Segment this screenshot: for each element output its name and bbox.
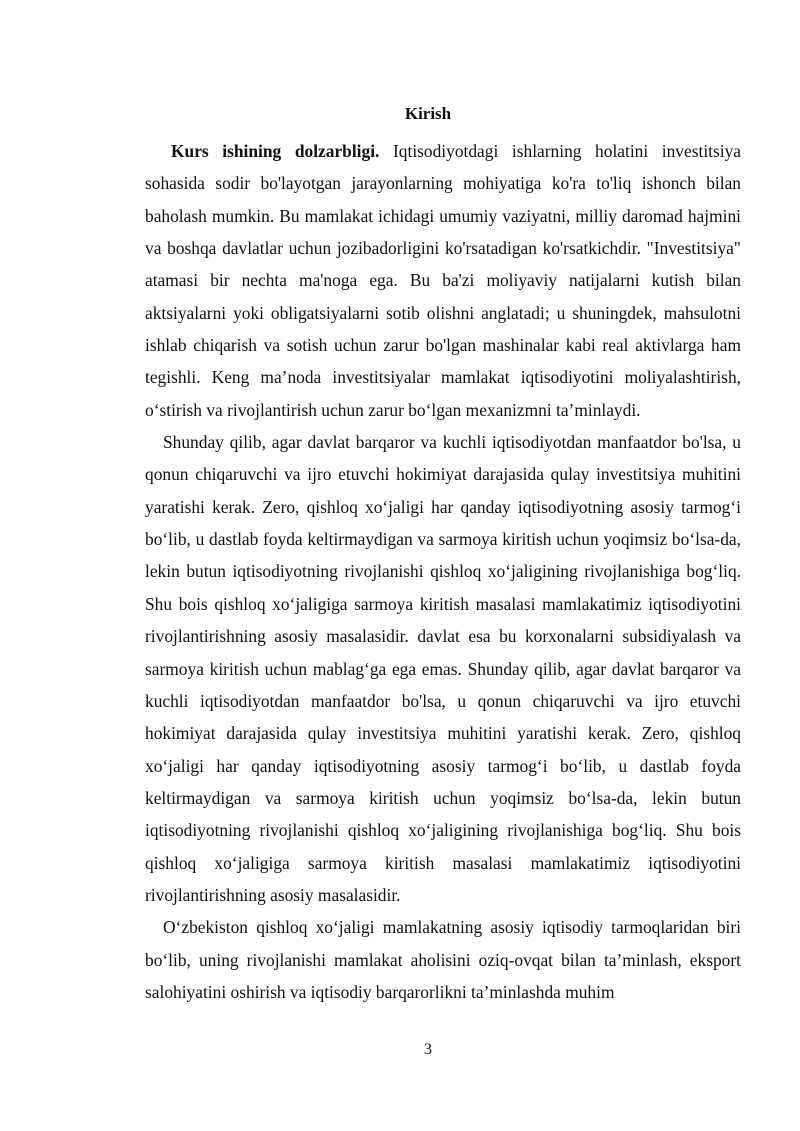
page-number: 3 [424,1041,432,1058]
paragraph-lead: Kurs ishining dolzarbligi. [171,141,380,161]
paragraph-text: Iqtisodiyotdagi ishlarning holatini investitsiya sohasida sodir bo'layotgan jarayonlarning mohiyatiga ko'ra to'liq ishonch bilan baholash mumkin. Bu mamlakat ichidagi umumiy vaziyatni, milliy daromad hajmini va boshqa davlatlar uchun jozibadorligini ko'rsatadigan ko'rsatkichdir. "Investitsiya" atamasi bir nechta ma'noga ega. Bu ba'zi moliyaviy natijalarni kutish bilan aktsiyalarni yoki obligatsiyalarni sotib olishni anglatadi; u shuningdek, mahsulotni ishlab chiqarish va sotish uchun zarur bo'lgan mashinalar kabi real aktivlarga ham tegishli. Keng ma’noda investitsiyalar mamlakat iqtisodiyotini moliyalashtirish, o‘stirish va rivojlantirish uchun zarur bo‘lgan mexanizmni ta’minlaydi. [145,141,741,420]
page-title: Kirish [404,104,452,123]
paragraph-uzbekistan-agriculture: O‘zbekiston qishloq xo‘jaligi mamlakatning asosiy iqtisodiy tarmoqlaridan biri bo‘lib, uning rivojlanishi mamlakat aholisini oziq-ovqat bilan ta’minlash, eksport salohiyatini oshirish va iqtisodiy barqarorlikni ta’minlashda muhim [145,917,741,1002]
paragraph-investment-climate: Shunday qilib, agar davlat barqaror va kuchli iqtisodiyotdan manfaatdor bo'lsa, u qonun chiqaruvchi va ijro etuvchi hokimiyat darajasida qulay investitsiya muhitini yaratishi kerak. Zero, qishloq xo‘jaligi har qanday iqtisodiyotning asosiy tarmog‘i bo‘lib, u dastlab foyda keltirmaydigan va sarmoya kiritish uchun yoqimsiz bo‘lsa-da, lekin butun iqtisodiyotning rivojlanishi qishloq xo‘jaligining rivojlanishiga bog‘liq. Shu bois qishloq xo‘jaligiga sarmoya kiritish masalasi mamlakatimiz iqtisodiyotini rivojlantirishning asosiy masalasidir. davlat esa bu korxonalarni subsidiyalash va sarmoya kiritish uchun mablag‘ga ega emas. Shunday qilib, agar davlat barqaror va kuchli iqtisodiyotdan manfaatdor bo'lsa, u qonun chiqaruvchi va ijro etuvchi hokimiyat darajasida qulay investitsiya muhitini yaratishi kerak. Zero, qishloq xo‘jaligi har qanday iqtisodiyotning asosiy tarmog‘i bo‘lib, u dastlab foyda keltirmaydigan va sarmoya kiritish uchun yoqimsiz bo‘lsa-da, lekin butun iqtisodiyotning rivojlanishi qishloq xo‘jaligining rivojlanishiga bog‘liq. Shu bois qishloq xo‘jaligiga sarmoya kiritish masalasi mamlakatimiz iqtisodiyotini rivojlantirishning asosiy masalasidir. [145,432,741,905]
body-text [145,135,741,1008]
paragraph-relevance [145,135,741,426]
